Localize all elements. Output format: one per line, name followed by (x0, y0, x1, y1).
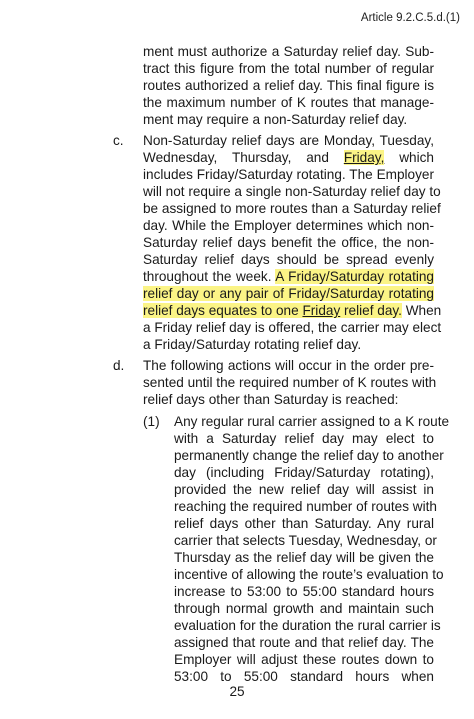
text-fragment: When (401, 303, 442, 318)
highlighted-text (143, 303, 402, 318)
highlighted-friday: Friday, (343, 150, 385, 165)
text-line: provided the new relief day will assist in (174, 482, 434, 497)
text-line (143, 285, 434, 302)
text-line: a Friday relief day is offered, the carrier may elect (143, 320, 442, 335)
text-line: ment may require a non-Saturday relief day. (143, 112, 408, 127)
text-line: relief days other than Saturday is reached: (143, 392, 399, 407)
text-line: a Friday/Saturday rotating relief day. (143, 337, 362, 352)
text-line: reaching the required number of routes with (174, 499, 437, 514)
text-line: Saturday relief days should be spread evenly (143, 252, 434, 267)
text-line: permanently change the relief day to another (174, 448, 444, 463)
highlighted-text: A Friday/Saturday rotating (275, 269, 434, 284)
text-line: 53:00 to 55:00 standard hours when (174, 669, 434, 684)
text-line: routes authorized a relief day. This final figure is (143, 78, 434, 93)
text-line: ment must authorize a Saturday relief day. Sub- (143, 44, 434, 59)
text-line: through normal growth and maintain such (174, 601, 434, 616)
text-line (143, 302, 442, 319)
text-line (143, 149, 434, 166)
text-line: Employer will adjust these routes down to (174, 652, 434, 667)
text-line: Non-Saturday relief days are Monday, Tuesday, (143, 133, 434, 148)
text-line: tract this figure from the total number of regular (143, 61, 434, 76)
text-line: with a Saturday relief day may elect to (174, 431, 434, 446)
highlighted-text: relief day or any pair of Friday/Saturday rotating (143, 286, 434, 301)
text-line: Any regular rural carrier assigned to a K route (174, 414, 450, 429)
text-line: be assigned to more routes than a Saturday relief (143, 201, 441, 216)
text-fragment: relief day. (340, 303, 402, 318)
text-line (143, 268, 434, 285)
subitem-label: (1) (143, 414, 160, 429)
underlined-friday: Friday (302, 303, 341, 318)
text-line: evaluation for the duration the rural carrier is (174, 618, 441, 633)
item-label: c. (113, 133, 124, 148)
text-line: Thursday as the relief day will be given the (174, 550, 434, 565)
text-fragment: relief days equates to one (143, 303, 303, 318)
text-line: includes Friday/Saturday rotating. The Employer (143, 167, 434, 182)
text-line: day. While the Employer determines which non- (143, 218, 434, 233)
page-number: 25 (229, 684, 245, 699)
text-line: relief days other than Saturday. Any rural (174, 516, 434, 531)
item-label: d. (113, 358, 125, 373)
text-line: Saturday relief days benefit the office, the non- (143, 235, 434, 250)
text-line: sented until the required number of K routes with (143, 375, 437, 390)
article-reference: Article 9.2.C.5.d.(1) (360, 12, 460, 24)
text-line: the maximum number of K routes that manage- (143, 95, 434, 110)
text-line: increase to 53:00 to 55:00 standard hours (174, 584, 434, 599)
text-line: incentive of allowing the route’s evaluation to (174, 567, 444, 582)
text-line: assigned that route and that relief day. The (174, 635, 434, 650)
text-fragment: throughout the week. (143, 269, 276, 284)
text-fragment: which (384, 150, 434, 165)
text-fragment: Wednesday, Thursday, and (143, 150, 344, 165)
text-line: carrier that selects Tuesday, Wednesday, or (174, 533, 437, 548)
text-line: day (including Friday/Saturday rotating), (174, 465, 434, 480)
text-line: The following actions will occur in the order pre- (143, 358, 434, 373)
text-line: will not require a single non-Saturday relief day to (143, 184, 441, 199)
